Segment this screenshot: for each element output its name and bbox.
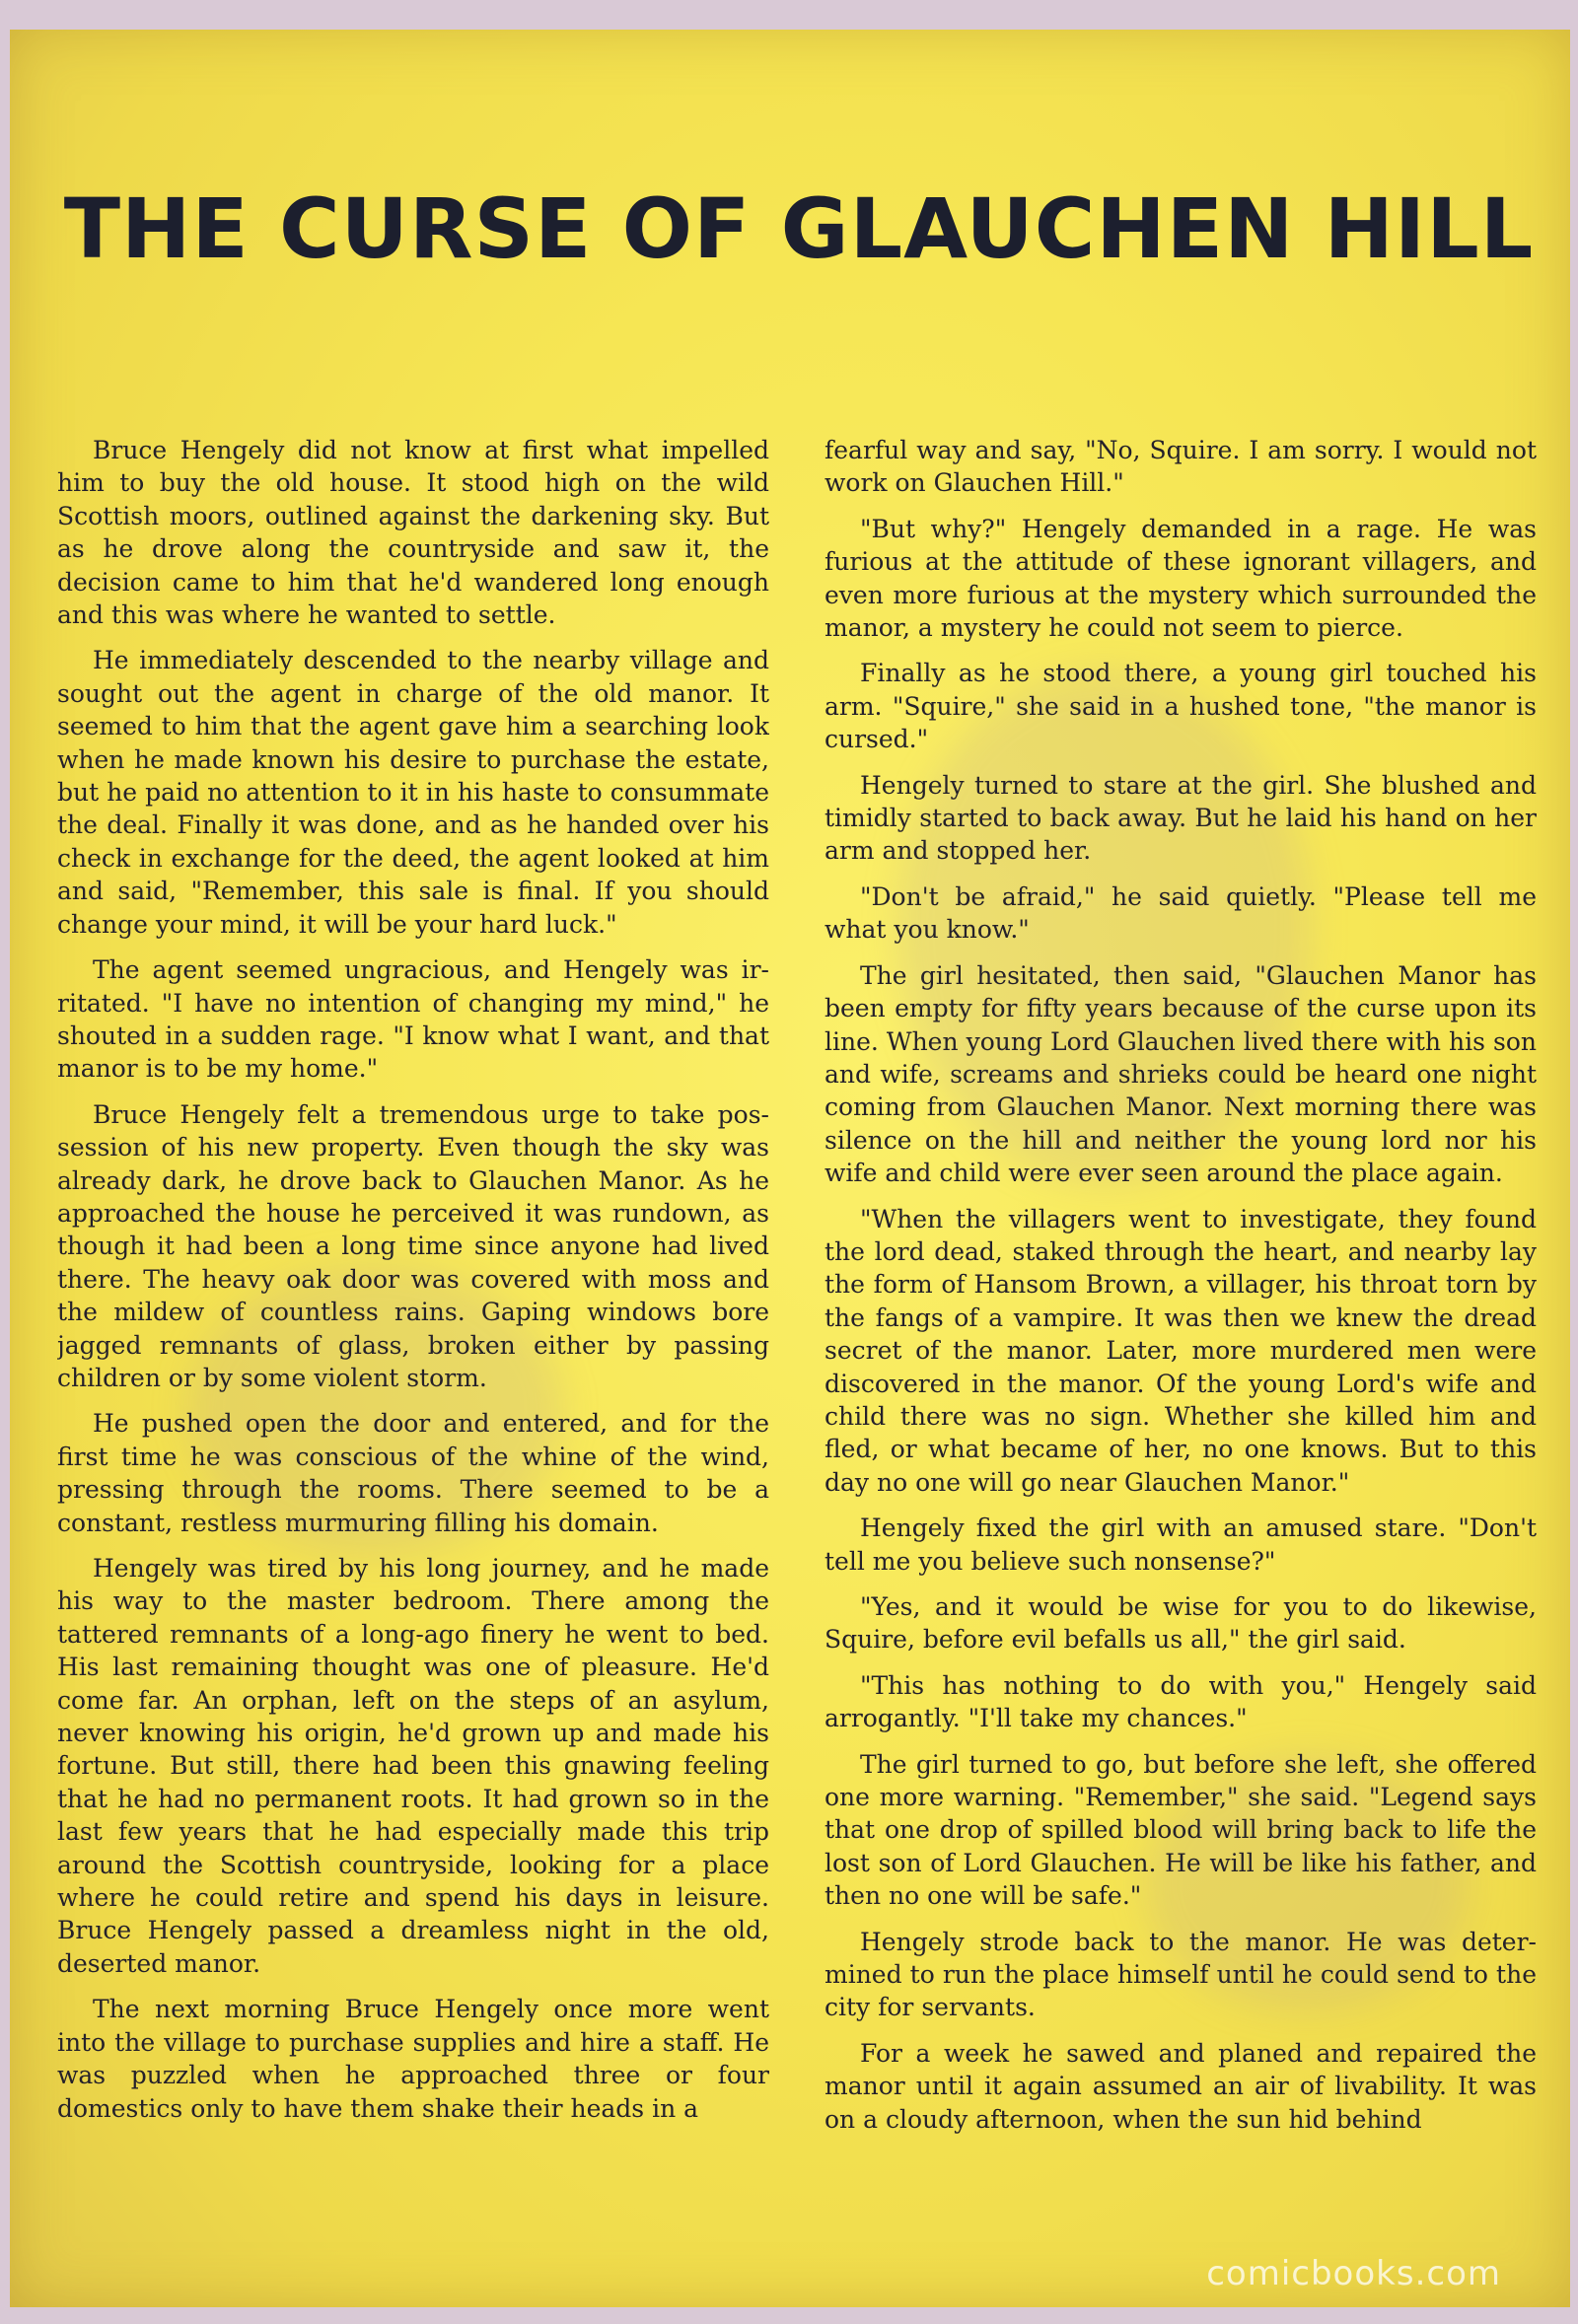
text-columns xyxy=(57,434,1537,2228)
paragraph: Hengely fixed the girl with an amused stare. "Don't tell me you believe such nonsense?" xyxy=(825,1514,1537,1576)
paragraph: "But why?" Hengely demanded in a rage. He was furious at the attitude of these ignorant villagers, and even more furious at the mystery which surrounded the manor, a mystery he could not seem to pierce. xyxy=(825,514,1537,643)
paragraph: He pushed open the door and entered, and for the first time he was conscious of the whine of the wind, pressing through the rooms. There seemed to be a constant, restless murmuring filling his domain. xyxy=(57,1409,769,1537)
continued-paragraph: fearful way and say, "No, Squire. I am sorry. I would not work on Glauchen Hill." xyxy=(825,436,1537,498)
paragraph: Bruce Hengely did not know at first what impelled him to buy the old house. It stood high on the wild Scottish moors, outlined against the darkening sky. But as he drove along the countryside and saw it, the decision came to him that he'd wandered long enough and this was where he wanted to settle. xyxy=(57,436,769,630)
paragraph: Hengely was tired by his long journey, and he made his way to the master bedroom. There among the tattered remnants of a long-ago finery he went to bed. His last remaining thought was one of pleasure. He'd come far. An orphan, left on the steps of an asylum, never knowing his origin, he'd grown up and made his fortune. But still, there had been this gnawing feeling that he had no permanent roots. It had grown so in the last few years that he had especially made this trip around the Scottish countryside, looking for a place where he could retire and spend his days in leisure. Bruce Hengely passed a dreamless night in the old, deserted manor. xyxy=(57,1554,769,1978)
paragraph: The next morning Bruce Hengely once more went into the village to purchase supplies and hire a staff. He was puzzled when he approached three or four domestics only to have them shake their heads in a xyxy=(57,1995,769,2123)
right-column xyxy=(825,434,1537,2228)
left-column xyxy=(57,434,769,2228)
paragraph: "Yes, and it would be wise for you to do likewise, Squire, before evil befalls us all," the girl said. xyxy=(825,1592,1537,1655)
paragraph: He immediately descended to the nearby village and sought out the agent in charge of the old manor. It seemed to him that the agent gave him a searching look when he made known his desire to purchase the estate, but he paid no attention to it in his haste to consummate the deal. Finally it was done, and as he handed over his check in exchange for the deed, the agent looked at him and said, "Remember, this sale is final. If you should change your mind, it will be your hard luck." xyxy=(57,646,769,939)
story-page xyxy=(10,30,1570,2307)
paragraph: Bruce Hengely felt a tremendous urge to take possession of his new property. Even though the sky was already dark, he drove back to Glauchen Manor. As he approached the house he perceived it was rundown, as though it had been a long time since anyone had lived there. The heavy oak door was covered with moss and the mildew of countless rains. Gaping windows bore jagged remnants of glass, broken either by passing children or by some violent storm. xyxy=(57,1099,769,1392)
source-watermark: comicbooks.com xyxy=(1206,2254,1501,2293)
paragraph: Hengely strode back to the manor. He was determined to run the place himself until he could send to the city for servants. xyxy=(825,1927,1537,2022)
paragraph: "This has nothing to do with you," Hengely said arrogantly. "I'll take my chances." xyxy=(825,1670,1537,1733)
paragraph: The agent seemed ungracious, and Hengely was irritated. "I have no intention of changing my mind," he shouted in a sudden rage. "I know what I want, and that manor is to be my home." xyxy=(57,955,769,1084)
paragraph: Hengely turned to stare at the girl. She blushed and timidly started to back away. But he laid his hand on her arm and stopped her. xyxy=(825,770,1537,866)
paragraph: "Don't be afraid," he said quietly. "Please tell me what you know." xyxy=(825,881,1537,945)
paragraph: Finally as he stood there, a young girl touched his arm. "Squire," she said in a hushed tone, "the manor is cursed." xyxy=(825,659,1537,754)
paragraph: The girl turned to go, but before she left, she offered one more warning. "Remember," she said. "Legend says that one drop of spilled blood will bring back to life the lost son of Lord Glauchen. He will be like his father, and then no one will be safe." xyxy=(825,1749,1537,1911)
paragraph: For a week he sawed and planed and repaired the manor until it again assumed an air of livability. It was on a cloudy afternoon, when the sun hid behind xyxy=(825,2038,1537,2134)
story-title: THE CURSE OF GLAUCHEN HILL xyxy=(63,180,1535,277)
paragraph: The girl hesitated, then said, "Glauchen Manor has been empty for fifty years because of the curse upon its line. When young Lord Glauchen lived there with his son and wife, screams and shrieks could be heard one night coming from Glauchen Manor. Next morning there was silence on the hill and neither the young lord nor his wife and child were ever seen around the place again. xyxy=(825,960,1537,1188)
paragraph: "When the villagers went to investigate, they found the lord dead, staked through the heart, and nearby lay the form of Hansom Brown, a villager, his throat torn by the fangs of a vampire. It was then we knew the dread secret of the manor. Later, more murdered men were discovered in the manor. Of the young Lord's wife and child there was no sign. Whether she killed him and fled, or what became of her, no one knows. But to this day no one will go near Glauchen Manor." xyxy=(825,1204,1537,1497)
